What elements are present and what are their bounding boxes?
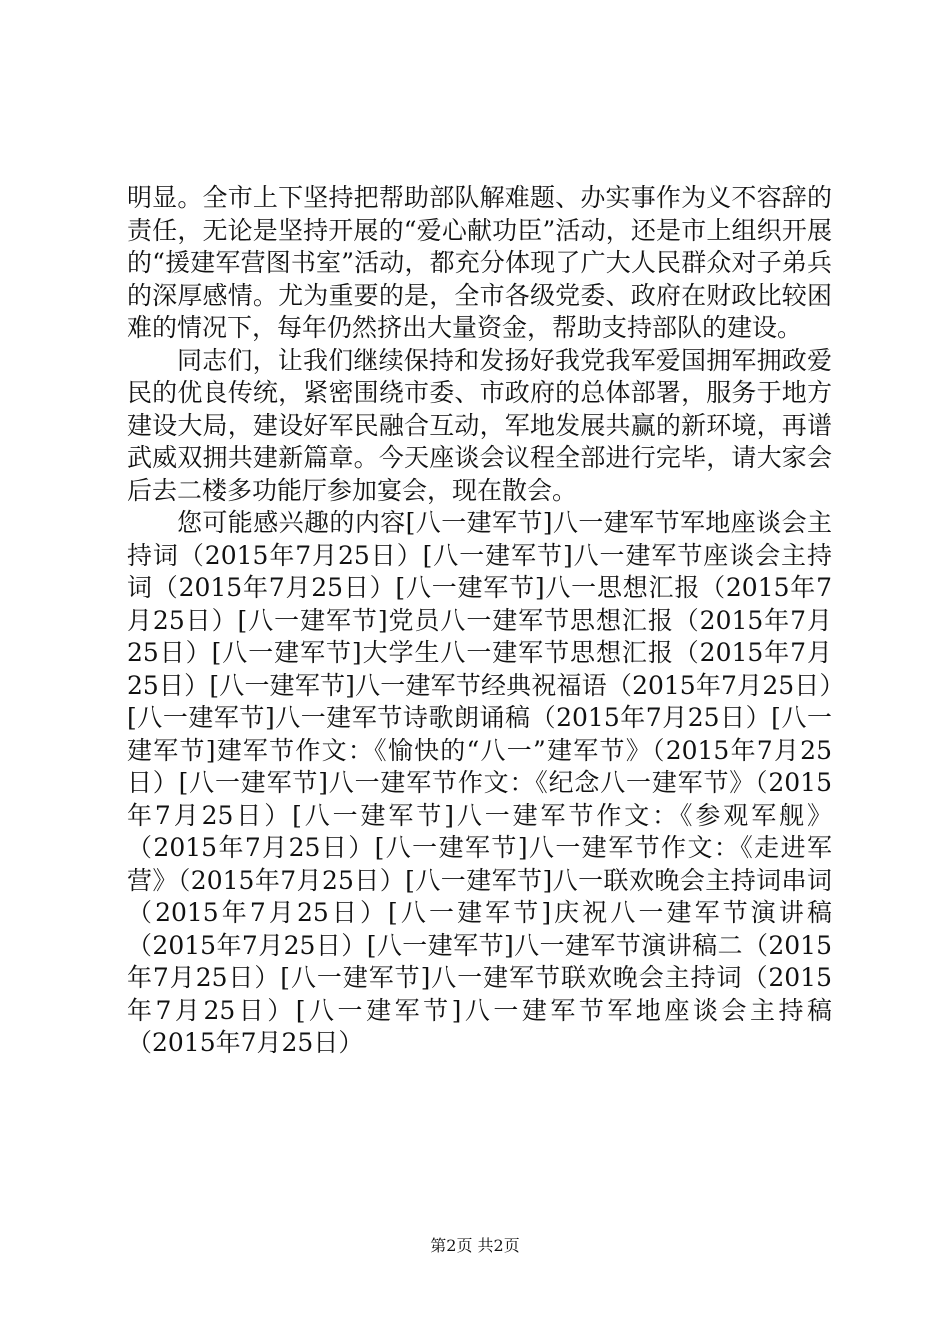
paragraph-related-content: 您可能感兴趣的内容[八一建军节]八一建军节军地座谈会主持词（2015年7月25日）[八一建军节]八一建军节座谈会主持词（2015年7月25日）[八一建军节]八一思想汇报（2015年7月25日）[八一建军节]党员八一建军节思想汇报（2015年7月25日）[八一建军节]大学生八一建军节思想汇报（2015年7月25日）[八一建军节]八一建军节经典祝福语（2015年7月25日）[八一建军节]八一建军节诗歌朗诵稿（2015年7月25日）[八一建军节]建军节作文：《愉快的“八一”建军节》（2015年7月25日）[八一建军节]八一建军节作文：《纪念八一建军节》（2015年7月25日）[八一建军节]八一建军节作文：《参观军舰》（2015年7月25日）[八一建军节]八一建军节作文：《走进军营》（2015年7月25日）[八一建军节]八一联欢晚会主持词串词（2015年7月25日）[八一建军节]庆祝八一建军节演讲稿（2015年7月25日）[八一建军节]八一建军节演讲稿二（2015年7月25日）[八一建军节]八一建军节联欢晚会主持词（2015年7月25日）[八一建军节]八一建军节军地座谈会主持稿（2015年7月25日） bbox=[127, 508, 832, 1057]
paragraph-closing-remarks: 同志们，让我们继续保持和发扬好我党我军爱国拥军拥政爱民的优良传统，紧密围绕市委、市政府的总体部署，服务于地方建设大局，建设好军民融合互动，军地发展共赢的新环境，再谱武威双拥共建新篇章。今天座谈会议程全部进行完毕，请大家会后去二楼多功能厅参加宴会，现在散会。 bbox=[127, 345, 832, 505]
paragraph-closing-support: 明显。全市上下坚持把帮助部队解难题、办实事作为义不容辞的责任，无论是坚持开展的“爱心献功臣”活动，还是市上组织开展的“援建军营图书室”活动，都充分体现了广大人民群众对子弟兵的深厚感情。尤为重要的是，全市各级党委、政府在财政比较困难的情况下，每年仍然挤出大量资金，帮助支持部队的建设。 bbox=[127, 183, 832, 342]
page-number-footer: 第2页 共2页 bbox=[430, 1236, 520, 1255]
document-body bbox=[127, 182, 832, 1060]
